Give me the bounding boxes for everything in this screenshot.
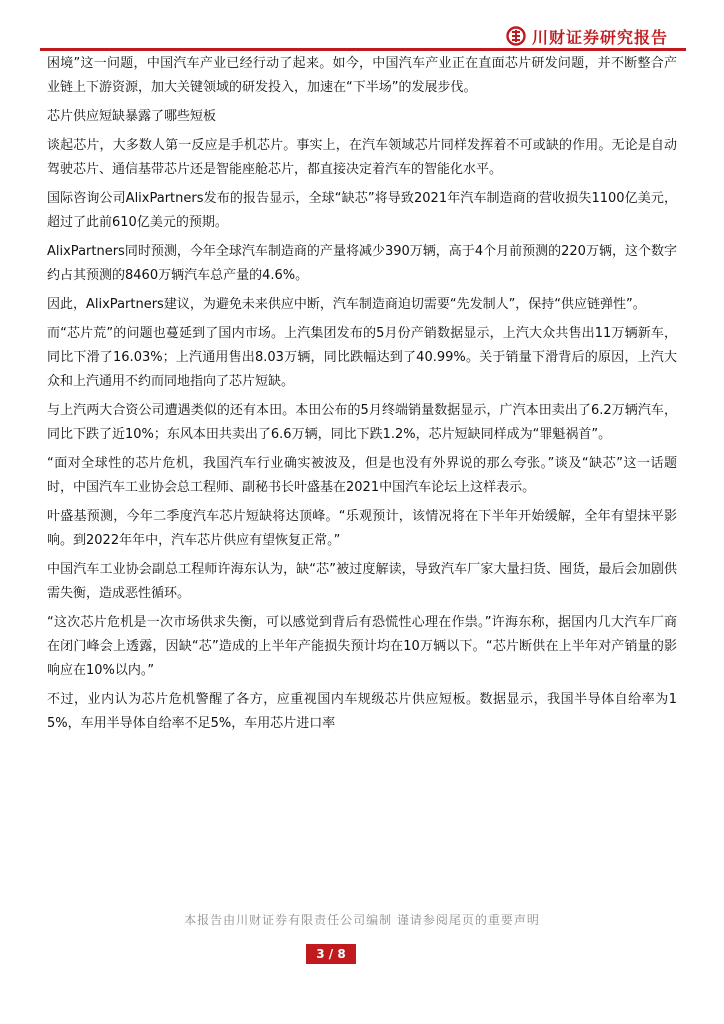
footer-disclaimer: 本报告由川财证券有限责任公司编制 谨请参阅尾页的重要声明 (184, 913, 540, 927)
paragraph: AlixPartners同时预测，今年全球汽车制造商的产量将减少390万辆，高于4个月前预测的220万辆，这个数字约占其预测的8460万辆汽车总产量的4.6%。 (47, 244, 677, 283)
page-number: 3 / 8 (306, 944, 356, 964)
paragraph: 不过，业内认为芯片危机警醒了各方，应重视国内车规级芯片供应短板。数据显示，我国半导体自给率为15%，车用半导体自给率不足5%，车用芯片进口率 (47, 692, 677, 731)
paragraph: 与上汽两大合资公司遭遇类似的还有本田。本田公布的5月终端销量数据显示，广汽本田卖出了6.2万辆汽车，同比下跌了近10%；东风本田共卖出了6.6万辆，同比下跌1.2%，芯片短缺同样成为“罪魁祸首”。 (47, 403, 677, 442)
brand-title: 川财证券研究报告 (531, 27, 668, 47)
paragraph: 国际咨询公司AlixPartners发布的报告显示，全球“缺芯”将导致2021年汽车制造商的营收损失1100亿美元，超过了此前610亿美元的预期。 (47, 191, 677, 230)
report-body (47, 52, 677, 741)
paragraph: 叶盛基预测，今年二季度汽车芯片短缺将达顶峰。“乐观预计，该情况将在下半年开始缓解，全年有望抹平影响。到2022年年中，汽车芯片供应有望恢复正常。” (47, 509, 677, 548)
paragraph: 因此，AlixPartners建议，为避免未来供应中断，汽车制造商迫切需要“先发制人”，保持“供应链弹性”。 (47, 297, 646, 312)
paragraph: 而“芯片荒”的问题也蔓延到了国内市场。上汽集团发布的5月份产销数据显示，上汽大众共售出11万辆新车，同比下滑了16.03%；上汽通用售出8.03万辆，同比跌幅达到了40.99%。关于销量下滑背后的原因，上汽大众和上汽通用不约而同地指向了芯片短缺。 (47, 326, 677, 389)
paragraph: 中国汽车工业协会副总工程师许海东认为，缺“芯”被过度解读，导致汽车厂家大量扫货、囤货，最后会加剧供需失衡，造成恶性循环。 (47, 562, 677, 601)
paragraph: 谈起芯片，大多数人第一反应是手机芯片。事实上，在汽车领域芯片同样发挥着不可或缺的作用。无论是自动驾驶芯片、通信基带芯片还是智能座舱芯片，都直接决定着汽车的智能化水平。 (47, 138, 677, 177)
paragraph: “面对全球性的芯片危机，我国汽车行业确实被波及，但是也没有外界说的那么夸张。”谈及“缺芯”这一话题时，中国汽车工业协会总工程师、副秘书长叶盛基在2021中国汽车论坛上这样表示。 (47, 456, 677, 495)
company-logo-icon (506, 26, 526, 46)
report-header (506, 22, 668, 50)
paragraph: “这次芯片危机是一次市场供求失衡，可以感觉到背后有恐慌性心理在作祟。”许海东称，据国内几大汽车厂商在闭门峰会上透露，因缺“芯”造成的上半年产能损失预计均在10万辆以下。“芯片断供在上半年对产销量的影响应在10%以内。” (47, 615, 677, 678)
header-divider (40, 48, 686, 51)
paragraph: 困境”这一问题，中国汽车产业已经行动了起来。如今，中国汽车产业正在直面芯片研发问题，并不断整合产业链上下游资源，加大关键领域的研发投入，加速在“下半场”的发展步伐。 (47, 56, 677, 95)
section-heading: 芯片供应短缺暴露了哪些短板 (47, 109, 217, 124)
